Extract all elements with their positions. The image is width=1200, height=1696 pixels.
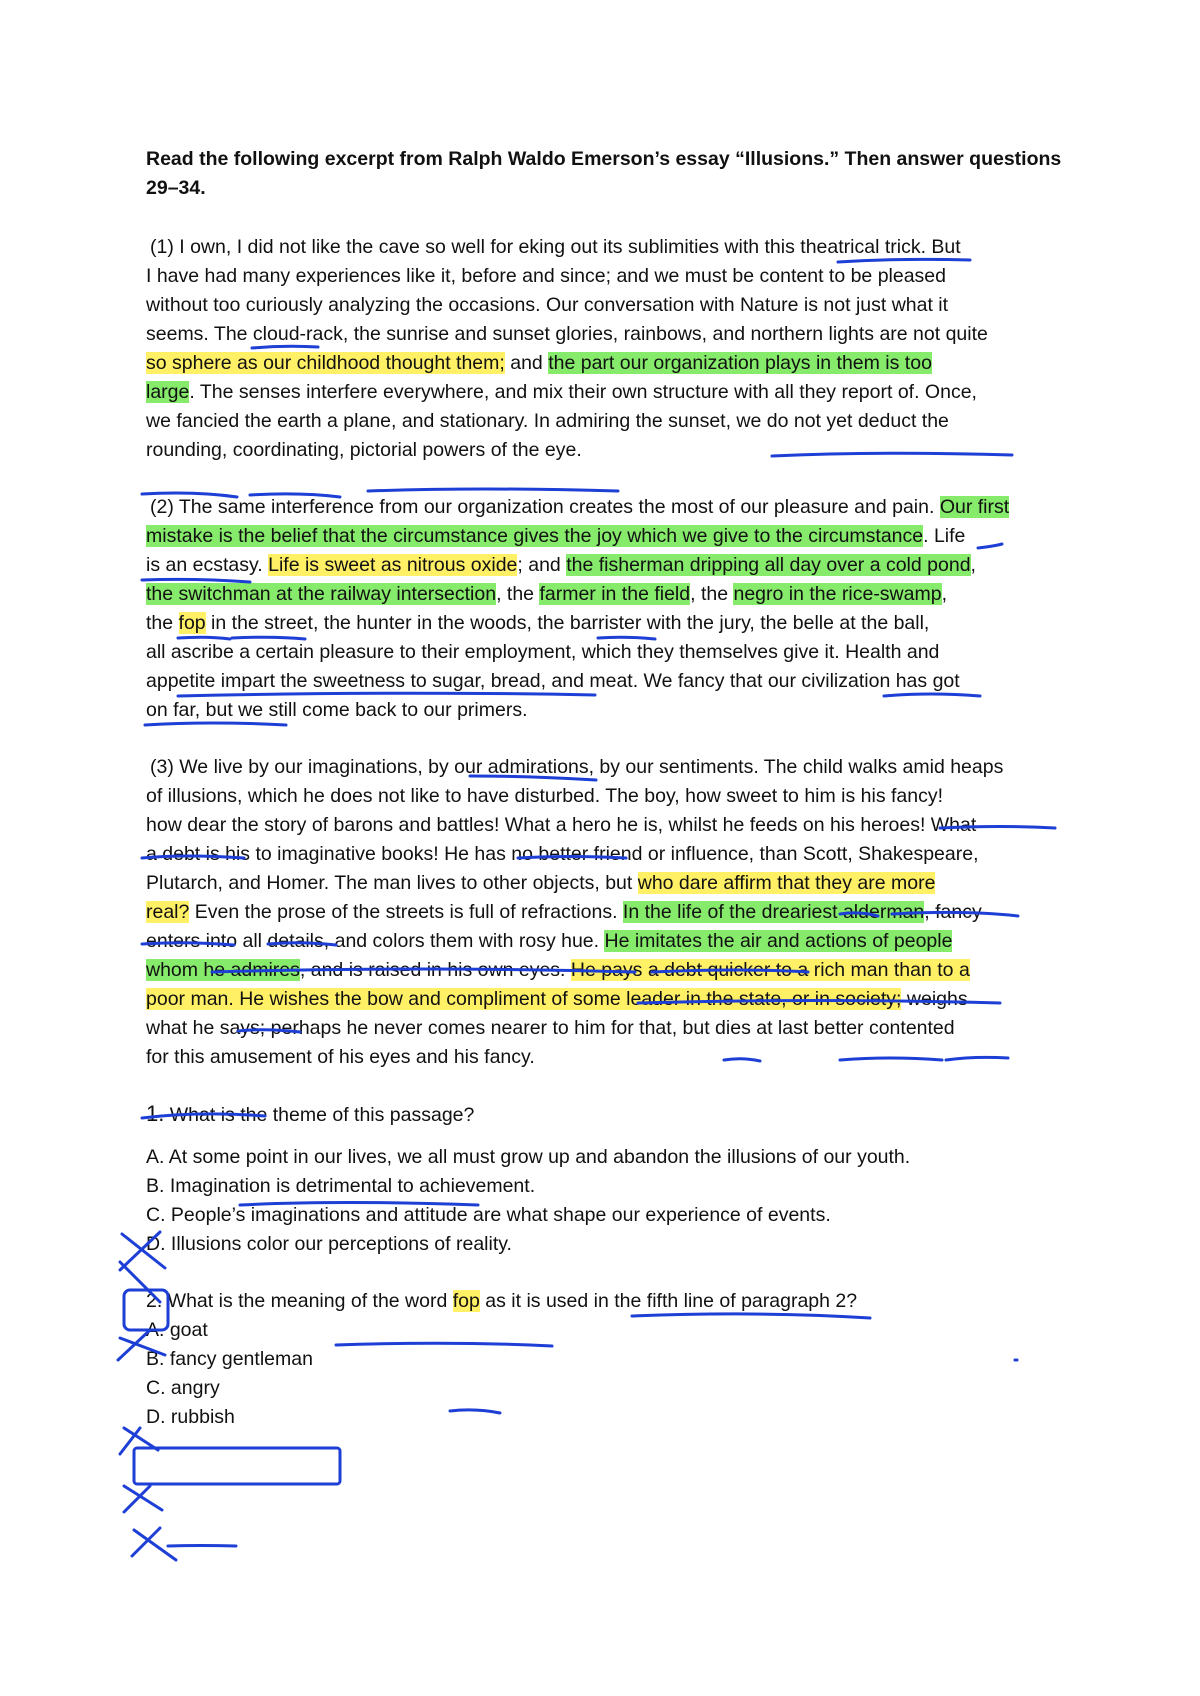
text-run: , [941, 583, 947, 605]
ink-underline [450, 1410, 500, 1413]
ink-underline [840, 1058, 942, 1060]
ink-x-mark [124, 1428, 158, 1450]
q1-option-d[interactable]: D. Illusions color our perceptions of reality. [146, 1233, 512, 1255]
text-run: . The senses interfere everywhere, and mix their own structure with all they report of. Once, [189, 381, 977, 403]
p3-line-10: what he says; perhaps he never comes nearer to him for that, but dies at last better contented [146, 1017, 955, 1039]
q2-option-d[interactable]: D. rubbish [146, 1406, 235, 1428]
instructions-line-1: Read the following excerpt from Ralph Waldo Emerson’s essay “Illusions.” Then answer questions [146, 148, 1062, 170]
p1-line-1: (1) I own, I did not like the cave so well for eking out its sublimities with this theatrical trick. But [150, 236, 961, 258]
text-run: , [970, 554, 976, 576]
highlight-yellow: so sphere as our childhood thought them; [146, 352, 505, 374]
text-run: Plutarch, and Homer. The man lives to other objects, but [146, 872, 638, 894]
p1-line-8: rounding, coordinating, pictorial powers of the eye. [146, 439, 582, 461]
text-run: , the [690, 583, 734, 605]
ink-underline [884, 694, 980, 696]
p3-line-6 [146, 899, 982, 925]
text-run: enters into all details, and colors them with rosy hue. [146, 930, 605, 952]
text-run: (2) The same interference from our organization creates the most of our pleasure and pain. [150, 496, 940, 518]
p2-line-5 [146, 610, 929, 636]
ink-x-mark [120, 1428, 140, 1454]
highlight-yellow: He pays a debt quicker to a rich man than to a [570, 959, 970, 981]
question-1-prompt [146, 1101, 474, 1128]
text-run: the [146, 612, 179, 634]
highlight-green: farmer in the field [539, 583, 691, 605]
ink-x-mark [134, 1530, 176, 1560]
highlight-green: mistake is the belief that the circumstance gives the joy which we give to the circumstance [146, 525, 924, 547]
p3-line-3: how dear the story of barons and battles! What a hero he is, whilst he feeds on his heroes! What [146, 814, 977, 836]
p1-line-6 [146, 379, 977, 405]
text-run: in the street, the hunter in the woods, the barrister with the jury, the belle at the ball, [205, 612, 930, 634]
ink-x-mark [124, 1486, 150, 1512]
highlight-green: the switchman at the railway intersection [146, 583, 497, 605]
highlight-yellow: Life is sweet as nitrous oxide [268, 554, 518, 576]
p1-line-2: I have had many experiences like it, before and since; and we must be content to be pleased [146, 265, 946, 287]
p2-line-6: all ascribe a certain pleasure to their employment, which they themselves give it. Health and [146, 641, 940, 663]
instructions-line-2: 29–34. [146, 177, 206, 199]
question-2-text-after: as it is used in the fifth line of paragraph 2? [479, 1290, 858, 1312]
highlight-green: In the life of the dreariest alderman [622, 901, 925, 923]
p2-line-3 [146, 552, 976, 578]
highlight-green: the fisherman dripping all day over a cold pond [566, 554, 971, 576]
highlight-yellow: who dare affirm that they are more [637, 872, 936, 894]
highlight-yellow: fop [178, 612, 206, 634]
text-run: ; and [517, 554, 567, 576]
text-run: , and is raised in his own eyes. [299, 959, 571, 981]
question-1-text: What is the theme of this passage? [164, 1104, 475, 1126]
ink-underline [724, 1059, 760, 1061]
p2-line-1 [150, 494, 1009, 520]
q2-option-b[interactable]: B. fancy gentleman [146, 1348, 313, 1370]
p3-line-5 [146, 870, 935, 896]
p2-line-7: appetite impart the sweetness to sugar, bread, and meat. We fancy that our civilization has got [146, 670, 960, 692]
text-run: , fancy [924, 901, 982, 923]
ink-x-mark [124, 1486, 162, 1510]
p2-line-2 [146, 523, 965, 549]
highlight-green: He imitates the air and actions of people [604, 930, 953, 952]
p1-line-7: we fancied the earth a plane, and stationary. In admiring the sunset, we do not yet deduct the [146, 410, 949, 432]
p1-line-4: seems. The cloud-rack, the sunrise and sunset glories, rainbows, and northern lights are not quite [146, 323, 988, 345]
highlight-green: negro in the rice-swamp [733, 583, 942, 605]
ink-x-mark [132, 1528, 160, 1556]
p1-line-3: without too curiously analyzing the occasions. Our conversation with Nature is not just what it [146, 294, 949, 316]
q1-option-b[interactable]: B. Imagination is detrimental to achievement. [146, 1175, 536, 1197]
p2-line-4 [146, 581, 947, 607]
highlight-green: whom he admires [146, 959, 300, 981]
p3-line-9 [146, 986, 968, 1012]
ink-underline [368, 489, 618, 491]
q1-option-a[interactable]: A. At some point in our lives, we all must grow up and abandon the illusions of our youth. [146, 1146, 911, 1168]
p3-line-1: (3) We live by our imaginations, by our admirations, by our sentiments. The child walks amid heaps [150, 756, 1004, 778]
p3-line-4: a debt is his to imaginative books! He has no better friend or influence, than Scott, Shakespeare, [146, 843, 979, 865]
ink-circle-answer [134, 1448, 340, 1484]
question-2-prompt [146, 1288, 857, 1314]
ink-underline [772, 453, 1012, 456]
question-1-number: 1. [146, 1101, 165, 1126]
q2-option-c[interactable]: C. angry [146, 1377, 220, 1399]
text-run: Even the prose of the streets is full of refractions. [189, 901, 623, 923]
ink-underline [978, 544, 1002, 548]
q1-option-c[interactable]: C. People’s imaginations and attitude are what shape our experience of events. [146, 1204, 831, 1226]
q2-option-a[interactable]: A. goat [146, 1319, 208, 1341]
ink-underline [632, 1314, 870, 1318]
ink-underline [336, 1343, 552, 1346]
ink-underline [145, 723, 286, 725]
p1-line-5 [146, 350, 932, 376]
question-2-text: 2. What is the meaning of the word [146, 1290, 453, 1312]
text-run: is an ecstasy. [146, 554, 269, 576]
p3-line-7 [146, 928, 952, 954]
p3-line-8 [146, 957, 970, 983]
p3-line-2: of illusions, which he does not like to have disturbed. The boy, how sweet to him is his fancy! [146, 785, 944, 807]
text-run: and [504, 352, 549, 374]
highlight-yellow: real? [146, 901, 190, 923]
highlight-green: the part our organization plays in them is too [548, 352, 932, 374]
ink-underline [946, 1057, 1008, 1060]
ink-underline [168, 1546, 236, 1547]
p2-line-8: on far, but we still come back to our primers. [146, 699, 528, 721]
text-run: . Life [923, 525, 966, 547]
text-run: , the [496, 583, 540, 605]
question-2-word: fop [452, 1290, 480, 1312]
p3-line-11: for this amusement of his eyes and his fancy. [146, 1046, 535, 1068]
highlight-green: Our first [939, 496, 1010, 518]
highlight-green: large [146, 381, 190, 403]
highlight-yellow: poor man. He wishes the bow and compliment of some leader in the state, or in society; [146, 988, 902, 1010]
text-run: weighs [901, 988, 968, 1010]
